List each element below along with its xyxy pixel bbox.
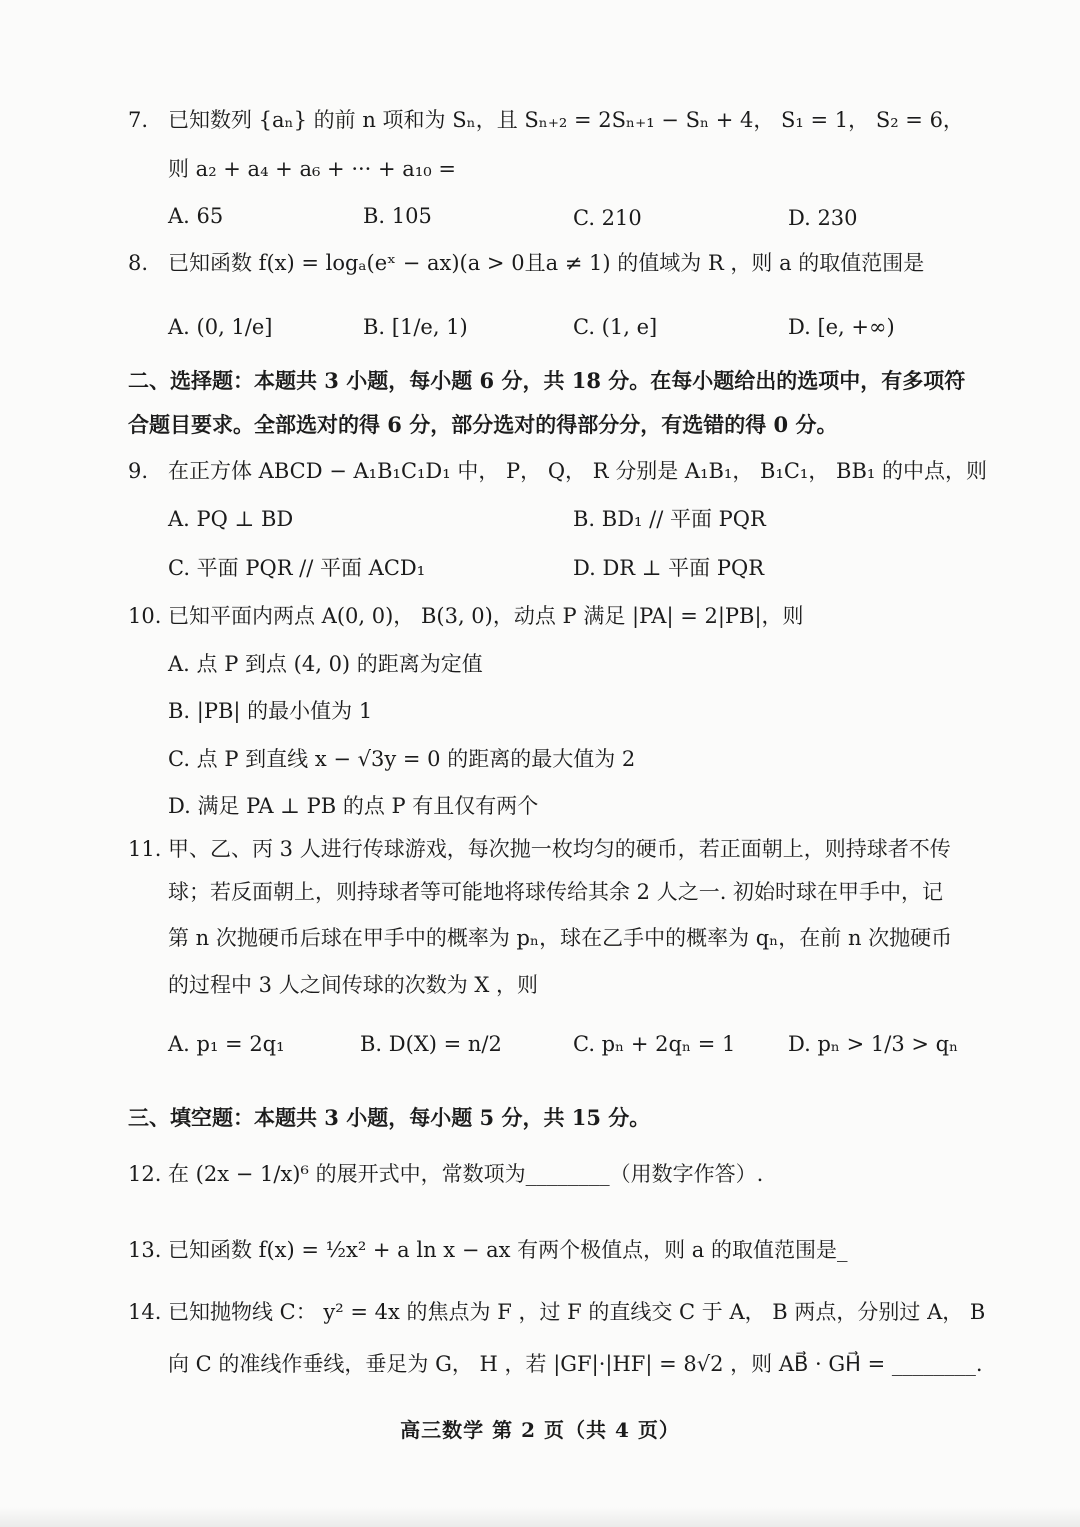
question-10	[128, 602, 804, 630]
question-7	[128, 106, 964, 134]
question-11	[128, 835, 951, 863]
question-stem: 已知函数 f(x) = logₐ(eˣ − ax)(a > 0且a ≠ 1) 的值域为 R ，则 a 的取值范围是	[168, 251, 925, 275]
question-stem: 在正方体 ABCD − A₁B₁C₁D₁ 中， P， Q， R 分别是 A₁B₁， B₁C₁， BB₁ 的中点，则	[168, 459, 987, 483]
option-b: B. [1/e, 1)	[363, 315, 468, 339]
option-d: D. 满足 PA ⊥ PB 的点 P 有且仅有两个	[168, 794, 539, 818]
option-d: D. DR ⊥ 平面 PQR	[573, 556, 765, 580]
question-number: 7.	[128, 108, 149, 132]
option-c: C. 210	[573, 206, 642, 230]
option-a: A. 点 P 到点 (4, 0) 的距离为定值	[168, 652, 483, 676]
section-3-heading: 三、填空题：本题共 3 小题，每小题 5 分，共 15 分。	[128, 1105, 651, 1130]
question-11-line4: 的过程中 3 人之间传球的次数为 X ，则	[168, 973, 539, 997]
question-13	[128, 1236, 848, 1264]
scan-edge-shadow	[0, 1507, 1080, 1527]
option-b: B. |PB| 的最小值为 1	[168, 699, 373, 723]
page-footer: 高三数学 第 2 页（共 4 页）	[400, 1418, 680, 1442]
question-number: 11.	[128, 837, 162, 861]
question-14	[128, 1298, 985, 1326]
question-number: 13.	[128, 1238, 162, 1262]
question-stem: 已知抛物线 C： y² = 4x 的焦点为 F ，过 F 的直线交 C 于 A， B 两点，分别过 A， B	[168, 1300, 986, 1324]
question-8	[128, 249, 924, 277]
question-number: 9.	[128, 459, 149, 483]
question-number: 10.	[128, 604, 162, 628]
option-c: C. 平面 PQR // 平面 ACD₁	[168, 556, 426, 580]
option-c: C. 点 P 到直线 x − √3y = 0 的距离的最大值为 2	[168, 747, 636, 771]
question-stem: 已知函数 f(x) = ½x² + a ln x − ax 有两个极值点，则 a 的取值范围是_	[168, 1238, 848, 1262]
question-stem: 已知数列 {aₙ} 的前 n 项和为 Sₙ，且 Sₙ₊₂ = 2Sₙ₊₁ − Sₙ + 4， S₁ = 1， S₂ = 6，	[168, 108, 964, 132]
option-a: A. (0, 1/e]	[168, 315, 273, 339]
question-12	[128, 1160, 763, 1188]
option-d: D. pₙ > 1/3 > qₙ	[788, 1032, 959, 1056]
question-stem: 甲、乙、丙 3 人进行传球游戏，每次抛一枚均匀的硬币，若正面朝上，则持球者不传	[168, 837, 951, 861]
option-d: D. 230	[788, 206, 858, 230]
option-b: B. BD₁ // 平面 PQR	[573, 507, 766, 531]
question-stem: 在 (2x − 1/x)⁶ 的展开式中，常数项为________（用数字作答）.	[168, 1162, 764, 1186]
option-b: B. 105	[363, 204, 432, 228]
option-a: A. PQ ⊥ BD	[168, 507, 294, 531]
question-11-line3: 第 n 次抛硬币后球在甲手中的概率为 pₙ，球在乙手中的概率为 qₙ，在前 n 次抛硬币	[168, 926, 953, 950]
option-a: A. p₁ = 2q₁	[168, 1032, 285, 1056]
option-c: C. (1, e]	[573, 315, 658, 339]
question-stem: 已知平面内两点 A(0, 0)， B(3, 0)，动点 P 满足 |PA| = 2|PB|，则	[168, 604, 804, 628]
question-11-line2: 球；若反面朝上，则持球者等可能地将球传给其余 2 人之一. 初始时球在甲手中，记	[168, 880, 944, 904]
option-d: D. [e, +∞)	[788, 315, 895, 339]
question-number: 14.	[128, 1300, 162, 1324]
question-number: 8.	[128, 251, 149, 275]
question-9	[128, 457, 987, 485]
section-2-heading: 二、选择题：本题共 3 小题，每小题 6 分，共 18 分。在每小题给出的选项中，有多项符	[128, 368, 966, 393]
option-c: C. pₙ + 2qₙ = 1	[573, 1032, 736, 1056]
option-b: B. D(X) = n/2	[360, 1032, 502, 1056]
section-2-heading-line2: 合题目要求。全部选对的得 6 分，部分选对的得部分分，有选错的得 0 分。	[128, 412, 838, 437]
question-number: 12.	[128, 1162, 162, 1186]
question-14-line2: 向 C 的准线作垂线，垂足为 G， H ，若 |GF|·|HF| = 8√2 ，则 AB⃗ · GH⃗ = ________.	[168, 1352, 983, 1376]
question-7-stem-line2: 则 a₂ + a₄ + a₆ + ··· + a₁₀ =	[168, 157, 456, 181]
option-a: A. 65	[168, 204, 224, 228]
